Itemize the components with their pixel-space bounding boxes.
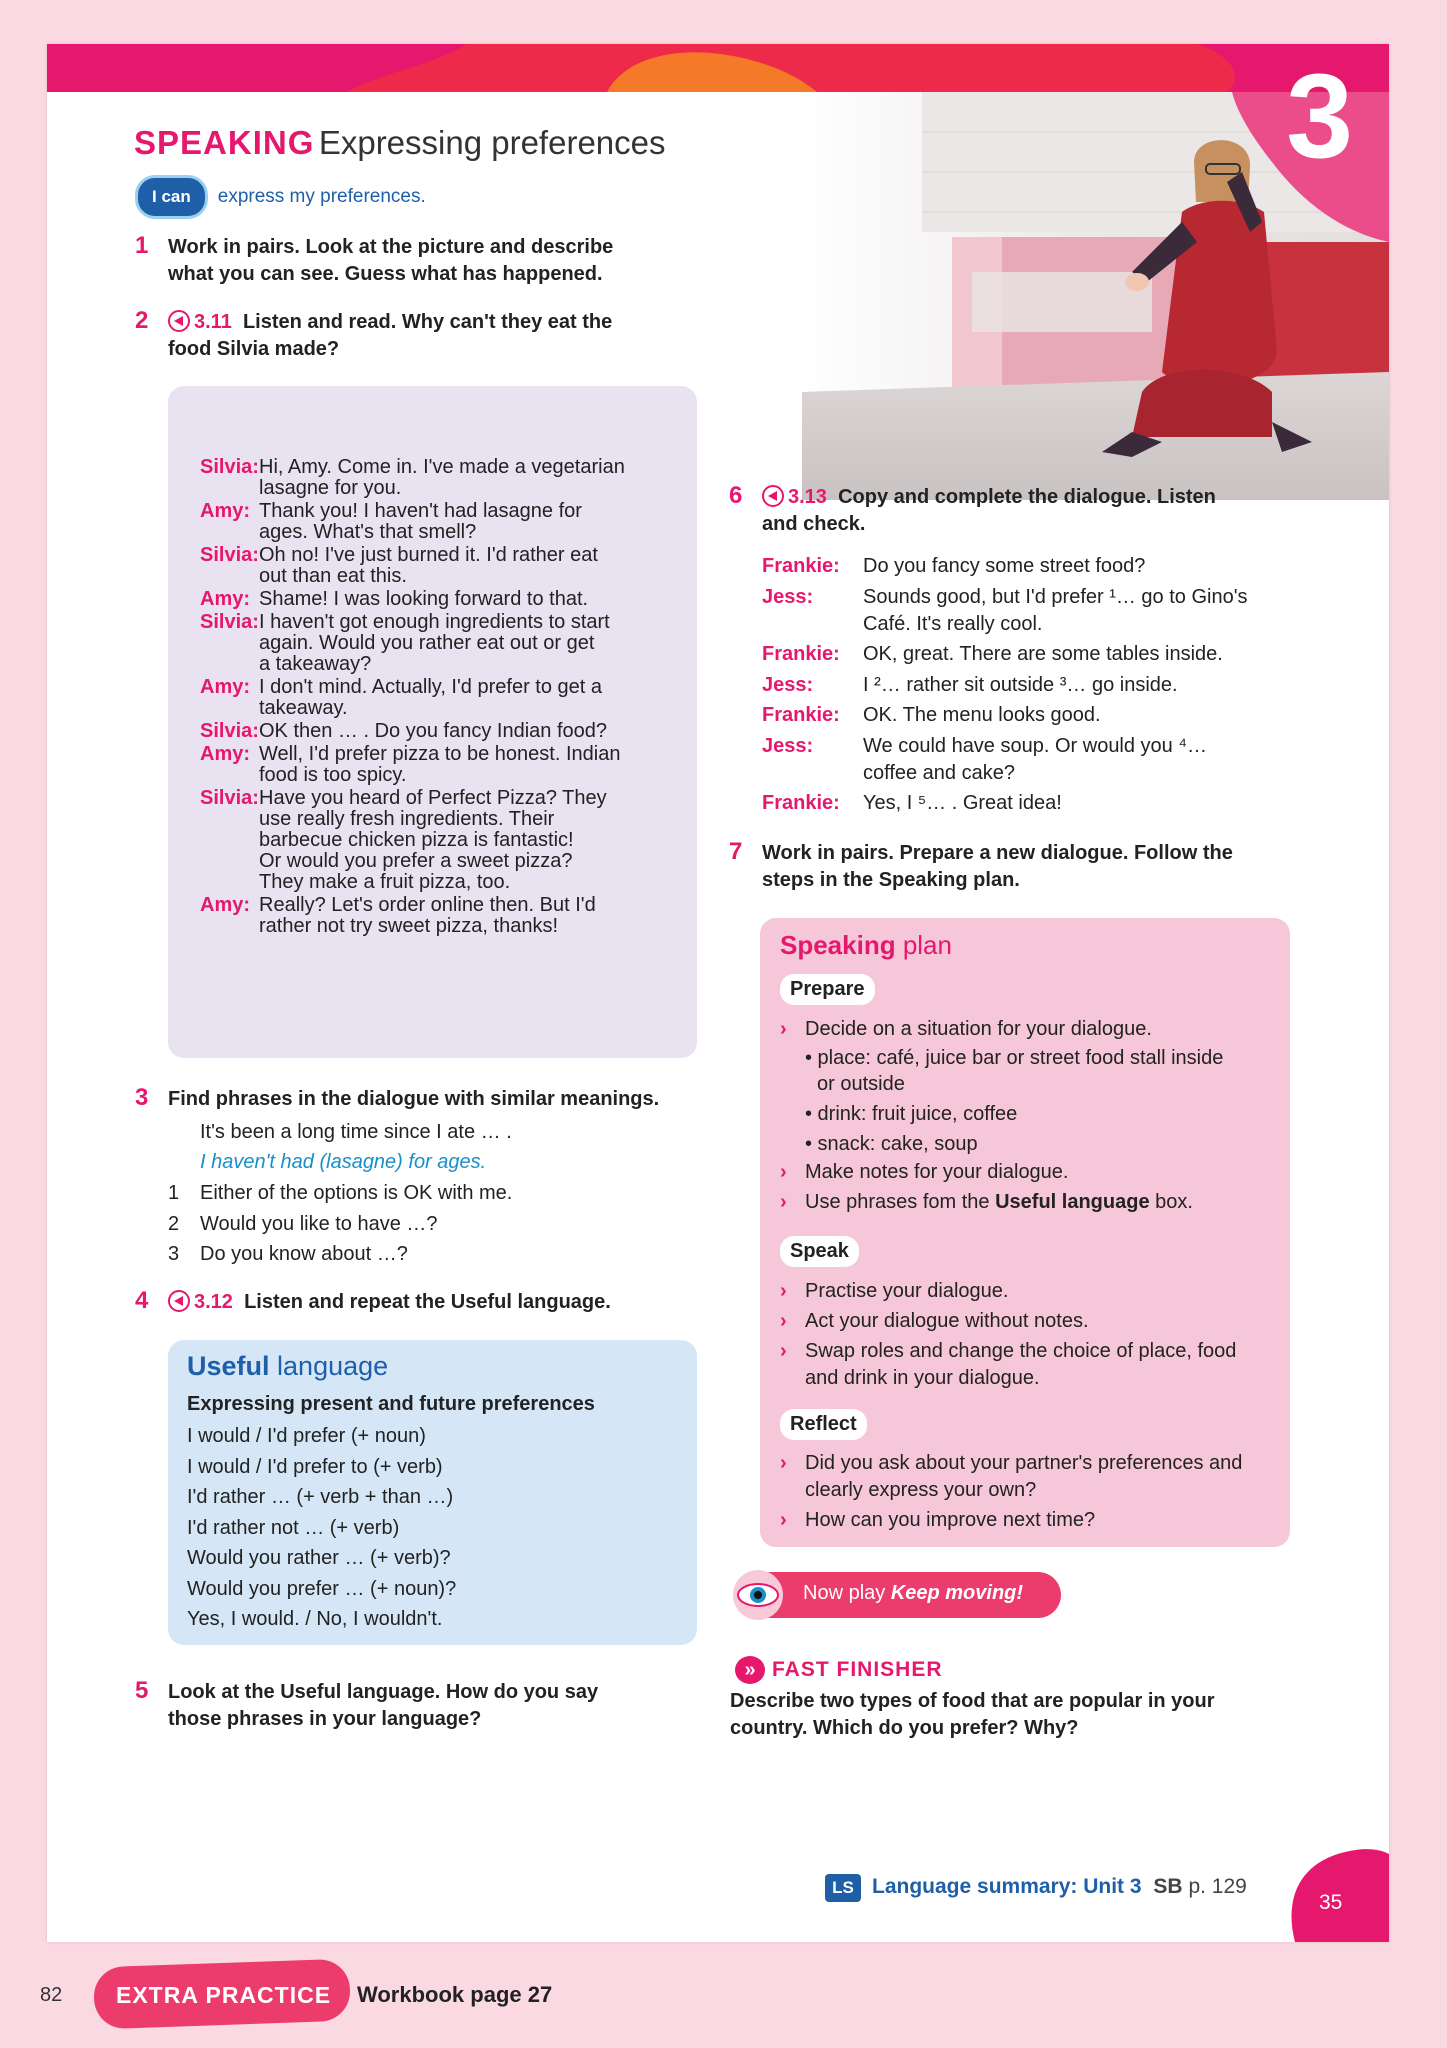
dialogue-line: OK. The menu looks good. [863,704,1101,726]
exercise-3-instruction: Find phrases in the dialogue with similar meanings. [168,1088,660,1110]
dialogue-line: out than eat this. [259,565,407,587]
plan-reflect-item-1-cont: clearly express your own? [805,1479,1037,1501]
chevron-right-icon: › [780,1452,787,1474]
audio-speaker-icon[interactable] [168,310,190,332]
dialogue-line: Hi, Amy. Come in. I've made a vegetarian [259,456,625,478]
plan-bullet-1: • place: café, juice bar or street food stall inside [805,1047,1224,1069]
dialogue-line: use really fresh ingredients. Their [259,808,555,830]
dialogue-line: ages. What's that smell? [259,521,477,543]
fast-finisher-text [730,1688,1215,1742]
dialogue-line: I don't mind. Actually, I'd prefer to get a [259,676,603,698]
useful-title-bold: Useful [187,1351,270,1381]
plan-title-bold: Speaking [780,930,896,960]
ls-text: Language summary: Unit 3 [872,1875,1142,1898]
ican-objective [135,177,426,217]
dialogue-speaker: Silvia: [200,611,259,633]
page-heading [134,124,666,162]
ican-text: express my preferences. [217,186,426,207]
top-decorative-band [47,44,1389,92]
dialogue-speaker: Amy: [200,588,251,610]
ex2-line-1: Listen and read. Why can't they eat the [242,311,613,333]
plan-reflect-item-2: How can you improve next time? [805,1509,1096,1531]
ex1-line-1: Work in pairs. Look at the picture and describe [168,236,614,258]
exercise-2-number: 2 [135,307,149,334]
dialogue-line: coffee and cake? [863,761,1015,784]
useful-language-line: I'd rather not … (+ verb) [187,1516,400,1539]
dialogue-speaker: Silvia: [200,544,259,566]
ex3-item-1: Either of the options is OK with me. [200,1182,513,1204]
fast-line-1: Describe two types of food that are popular in your [730,1690,1215,1712]
dialogue-speaker: Amy: [200,894,251,916]
useful-language-title [187,1351,388,1382]
ex7-text-c: . [1014,869,1020,891]
ls-sb: SB [1153,1875,1183,1898]
dialogue-line: Do you fancy some street food? [863,555,1146,577]
plan-prepare-item-1: Decide on a situation for your dialogue. [805,1018,1152,1040]
plan-tag-speak: Speak [780,1236,859,1267]
chevron-right-icon: › [780,1191,787,1213]
exercise-6-number: 6 [729,482,743,509]
plan-speak-item-2: Act your dialogue without notes. [805,1310,1089,1332]
ex3-item-2: Would you like to have …? [200,1213,438,1235]
useful-title-rest: language [269,1351,389,1381]
plan-bullet-2: • drink: fruit juice, coffee [805,1103,1018,1125]
dialogue-line: Yes, I ⁵… . Great idea! [863,792,1062,814]
ex7-line-1: Work in pairs. Prepare a new dialogue. Follow the [762,842,1233,864]
plan-tag-prepare: Prepare [780,974,875,1005]
dialogue-line: barbecue chicken pizza is fantastic! [259,829,574,851]
ex6-line-1: Copy and complete the dialogue. Listen [838,486,1216,508]
audio-track[interactable]: 3.13 [788,486,827,508]
exercise-5-number: 5 [135,1677,149,1704]
dialogue-line: Really? Let's order online then. But I'd [259,894,596,916]
chevron-right-icon: › [780,1018,787,1040]
chevron-right-icon: › [780,1161,787,1183]
plan-title-rest: plan [895,930,952,960]
workbook-reference[interactable]: Workbook page 27 [357,1982,553,2007]
ex3-item-1-num: 1 [168,1182,180,1204]
ex7-text-b: Speaking plan [878,869,1015,891]
dialogue-line: OK then … . Do you fancy Indian food? [259,720,607,742]
dialogue-line: Have you heard of Perfect Pizza? They [259,787,607,809]
dialogue-line: Sounds good, but I'd prefer ¹… go to Gino's [863,585,1248,608]
ex4-text-c: . [605,1291,611,1313]
exercise-6-instruction [762,484,1216,538]
useful-language-heading: Expressing present and future preferences [187,1393,595,1415]
fast-finisher-title: FAST FINISHER [772,1658,943,1681]
plan-reflect-item-1: Did you ask about your partner's preferences and [805,1452,1243,1474]
dialogue-line: Or would you prefer a sweet pizza? [259,850,573,872]
exercise-7-instruction [762,840,1233,894]
exercise-1-instruction [168,234,613,288]
dialogue-speaker: Amy: [200,500,251,522]
useful-language-line: Yes, I would. / No, I wouldn't. [187,1608,443,1630]
exercise-4-number: 4 [135,1287,149,1314]
exercise-3-number: 3 [135,1084,149,1111]
ls-badge: LS [825,1874,861,1902]
speaking-plan-title [780,930,952,961]
plan-prep-last-b: Useful language [995,1191,1150,1213]
now-play-game: Keep moving! [890,1582,1024,1604]
plan-speak-item-3: Swap roles and change the choice of place, food [805,1340,1237,1362]
unit-number: 3 [1286,49,1353,183]
plan-prepare-item-2: Make notes for your dialogue. [805,1161,1069,1183]
dialogue-line: They make a fruit pizza, too. [259,871,511,893]
chevron-right-icon: › [780,1310,787,1332]
page-number: 35 [1319,1891,1343,1914]
dialogue-line: takeaway. [259,697,348,719]
exercise-5-instruction [168,1679,598,1733]
audio-speaker-icon[interactable] [168,1290,190,1312]
dialogue-speaker: Jess: [762,673,814,696]
dialogue-line: rather not try sweet pizza, thanks! [259,915,559,937]
now-play-text: Now play [803,1582,891,1604]
ex3-item-3-num: 3 [168,1243,180,1265]
dialogue-speaker: Silvia: [200,787,259,809]
dialogue-line: lasagne for you. [259,477,402,499]
dialogue-speaker: Frankie: [762,643,840,665]
fast-forward-icon: » [735,1656,765,1684]
section-subtitle: Expressing preferences [318,124,666,161]
chevron-right-icon: › [780,1340,787,1362]
dialogue-speaker: Jess: [762,734,814,757]
exercise-1-number: 1 [135,232,149,259]
ex3-item-3: Do you know about …? [200,1243,408,1265]
plan-prepare-item-3 [805,1189,1193,1216]
plan-prep-last-a: Use phrases fom the [805,1191,996,1213]
exercise-7-number: 7 [729,838,743,865]
dialogue-line: I haven't got enough ingredients to start [259,611,610,633]
ex4-text-b: Useful language [450,1291,606,1313]
dialogue-line: a takeaway? [259,653,372,675]
dialogue-speaker: Frankie: [762,704,840,726]
dialogue-speaker: Frankie: [762,555,840,577]
dialogue-line: We could have soup. Or would you ⁴… [863,734,1207,757]
chevron-right-icon: › [780,1509,787,1531]
dialogue-speaker: Frankie: [762,792,840,814]
plan-prep-last-c: box. [1149,1191,1193,1213]
dialogue-line: Well, I'd prefer pizza to be honest. Indian [259,743,621,765]
ex4-text-a: Listen and repeat the [244,1291,451,1313]
plan-tag-reflect: Reflect [780,1409,867,1440]
dialogue-speaker: Amy: [200,743,251,765]
ex7-text-a: steps in the [762,869,879,891]
audio-track[interactable]: 3.12 [194,1291,233,1313]
dialogue-line: again. Would you rather eat out or get [259,632,595,654]
audio-speaker-icon[interactable] [762,485,784,507]
exercise-2-instruction [168,309,612,363]
useful-language-line: I'd rather … (+ verb + than …) [187,1486,454,1508]
dialogue-speaker: Silvia: [200,456,259,478]
ican-pill: I can [135,175,208,219]
useful-language-line: Would you rather … (+ verb)? [187,1547,451,1569]
ex5-text-b: Useful language [280,1681,435,1703]
plan-speak-item-3-cont: and drink in your dialogue. [805,1367,1040,1389]
now-play-label[interactable] [803,1582,1023,1605]
ex1-line-2: what you can see. Guess what has happened. [168,263,603,285]
ex6-line-2: and check. [762,513,866,535]
ex5-line-2: those phrases in your language? [168,1708,482,1730]
plan-bullet-3: • snack: cake, soup [805,1133,978,1155]
eye-icon [733,1570,783,1620]
dialogue-line: OK, great. There are some tables inside. [863,643,1223,665]
left-page-number: 82 [40,1984,63,2006]
exercise-4-instruction [168,1289,611,1316]
useful-language-line: I would / I'd prefer (+ noun) [187,1425,426,1447]
student-book-page [47,44,1389,1942]
dialogue-speaker: Silvia: [200,720,259,742]
fast-line-2: country. Which do you prefer? Why? [730,1717,1079,1739]
ls-page: p. 129 [1188,1875,1247,1898]
dialogue-line: Café. It's really cool. [863,612,1043,635]
plan-speak-item-1: Practise your dialogue. [805,1280,1009,1302]
plan-bullet-1-cont: or outside [817,1073,905,1095]
dialogue-line: Oh no! I've just burned it. I'd rather eat [259,544,598,566]
extra-practice-label: EXTRA PRACTICE [116,1982,332,2008]
audio-track[interactable]: 3.11 [194,311,232,333]
language-summary-link[interactable] [872,1875,1247,1899]
section-title: SPEAKING [134,124,315,161]
dialogue-speaker: Jess: [762,585,814,608]
dialogue-line: Shame! I was looking forward to that. [259,588,589,610]
ex5-text-c: . How do you say [434,1681,599,1703]
ex3-item-2-num: 2 [168,1213,180,1235]
ex3-example-answer: I haven't had (lasagne) for ages. [200,1151,487,1173]
ex5-text-a: Look at the [168,1681,281,1703]
dialogue-line: Thank you! I haven't had lasagne for [259,500,582,522]
useful-language-line: I would / I'd prefer to (+ verb) [187,1455,443,1478]
dialogue-line: I ²… rather sit outside ³… go inside. [863,673,1178,696]
dialogue-speaker: Amy: [200,676,251,698]
ex3-example: It's been a long time since I ate … . [200,1121,512,1143]
ex2-line-2: food Silvia made? [168,338,340,360]
useful-language-line: Would you prefer … (+ noun)? [187,1577,457,1600]
dialogue-line: food is too spicy. [259,764,407,786]
chevron-right-icon: › [780,1280,787,1302]
